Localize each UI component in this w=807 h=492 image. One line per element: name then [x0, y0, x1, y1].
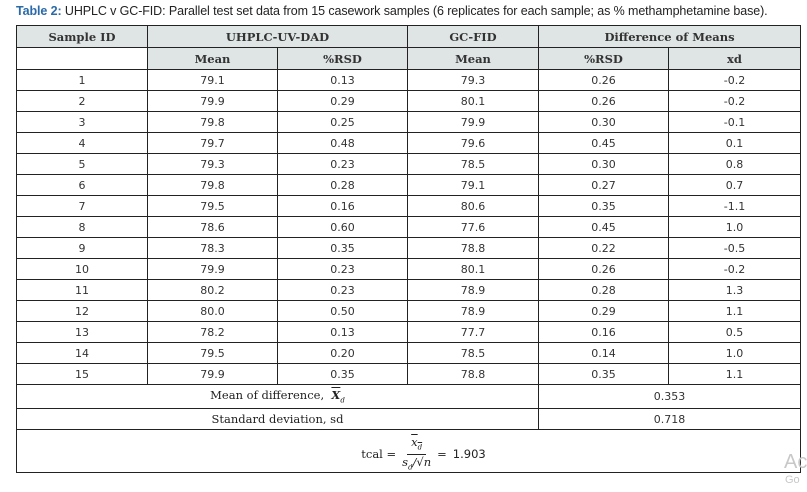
- cell-xd: -0.2: [669, 70, 801, 91]
- cell-sample-id: 14: [17, 343, 148, 364]
- mean-difference-value: 0.353: [539, 385, 801, 409]
- cell-xd: 0.8: [669, 154, 801, 175]
- cell-uhplc-mean: 80.2: [148, 280, 278, 301]
- cell-uhplc-rsd: 0.48: [278, 133, 408, 154]
- cell-gcfid-mean: 78.5: [408, 154, 539, 175]
- summary-row-mean-difference: [17, 385, 801, 409]
- formula-denominator: [402, 455, 431, 471]
- cell-gcfid-mean: 78.9: [408, 301, 539, 322]
- cell-uhplc-mean: 79.1: [148, 70, 278, 91]
- cell-sample-id: 8: [17, 217, 148, 238]
- cell-sample-id: 6: [17, 175, 148, 196]
- table-row: [17, 196, 801, 217]
- cell-sample-id: 3: [17, 112, 148, 133]
- numerator-subscript: d: [417, 443, 423, 452]
- cell-diff-rsd: 0.35: [539, 196, 669, 217]
- cell-xd: 1.1: [669, 301, 801, 322]
- table-row: [17, 175, 801, 196]
- header-sample-id: Sample ID: [17, 26, 148, 48]
- table-row: [17, 301, 801, 322]
- cell-gcfid-mean: 80.1: [408, 91, 539, 112]
- cell-diff-rsd: 0.16: [539, 322, 669, 343]
- table-caption: [16, 4, 768, 18]
- denominator-symbol: s: [402, 454, 409, 469]
- cell-sample-id: 9: [17, 238, 148, 259]
- cell-gcfid-mean: 78.8: [408, 238, 539, 259]
- cell-xd: -0.5: [669, 238, 801, 259]
- cell-gcfid-mean: 77.7: [408, 322, 539, 343]
- cell-sample-id: 1: [17, 70, 148, 91]
- activation-watermark-subtext: Go: [785, 474, 800, 486]
- cell-uhplc-rsd: 0.20: [278, 343, 408, 364]
- subheader-diff-xd: xd: [669, 48, 801, 70]
- mean-difference-label: Mean of difference,: [210, 388, 325, 403]
- cell-sample-id: 5: [17, 154, 148, 175]
- cell-sample-id: 4: [17, 133, 148, 154]
- mean-difference-subscript: d: [340, 396, 345, 405]
- cell-sample-id: 11: [17, 280, 148, 301]
- cell-uhplc-rsd: 0.25: [278, 112, 408, 133]
- data-table: [16, 25, 801, 473]
- cell-sample-id: 7: [17, 196, 148, 217]
- formula-fraction: [402, 437, 431, 471]
- cell-xd: 0.7: [669, 175, 801, 196]
- subheader-gcfid-mean: Mean: [408, 48, 539, 70]
- table-row: [17, 259, 801, 280]
- cell-xd: -0.2: [669, 259, 801, 280]
- cell-uhplc-mean: 79.5: [148, 343, 278, 364]
- caption-text: UHPLC v GC-FID: Parallel test set data from 15 casework samples (6 replicates for each sample; as % methamphetamine base).: [61, 4, 768, 18]
- cell-uhplc-rsd: 0.13: [278, 322, 408, 343]
- cell-xd: 0.1: [669, 133, 801, 154]
- cell-uhplc-rsd: 0.35: [278, 364, 408, 385]
- formula-equals: =: [437, 447, 447, 461]
- subheader-uhplc-rsd: %RSD: [278, 48, 408, 70]
- table-row: [17, 70, 801, 91]
- header-gcfid: GC-FID: [408, 26, 539, 48]
- table-row: [17, 217, 801, 238]
- cell-uhplc-mean: 78.6: [148, 217, 278, 238]
- cell-uhplc-rsd: 0.23: [278, 280, 408, 301]
- cell-gcfid-mean: 79.9: [408, 112, 539, 133]
- cell-diff-rsd: 0.35: [539, 364, 669, 385]
- mean-difference-symbol: $\overline{X}$: [331, 388, 341, 403]
- cell-gcfid-mean: 77.6: [408, 217, 539, 238]
- cell-gcfid-mean: 79.6: [408, 133, 539, 154]
- cell-xd: -1.1: [669, 196, 801, 217]
- cell-diff-rsd: 0.30: [539, 112, 669, 133]
- cell-uhplc-mean: 79.9: [148, 364, 278, 385]
- cell-uhplc-mean: 78.3: [148, 238, 278, 259]
- cell-sample-id: 13: [17, 322, 148, 343]
- cell-uhplc-rsd: 0.28: [278, 175, 408, 196]
- subheader-diff-rsd: %RSD: [539, 48, 669, 70]
- mean-difference-label-cell: [17, 385, 539, 409]
- cell-diff-rsd: 0.45: [539, 133, 669, 154]
- cell-diff-rsd: 0.26: [539, 259, 669, 280]
- cell-gcfid-mean: 80.6: [408, 196, 539, 217]
- cell-diff-rsd: 0.26: [539, 70, 669, 91]
- cell-uhplc-rsd: 0.23: [278, 154, 408, 175]
- cell-gcfid-mean: 78.9: [408, 280, 539, 301]
- subheader-blank: [17, 48, 148, 70]
- activation-watermark: Ac: [784, 451, 807, 473]
- cell-xd: -0.2: [669, 91, 801, 112]
- cell-sample-id: 15: [17, 364, 148, 385]
- standard-deviation-label: Standard deviation, sd: [17, 409, 539, 430]
- tcal-result: 1.903: [452, 447, 486, 461]
- cell-xd: 1.3: [669, 280, 801, 301]
- table-row: [17, 280, 801, 301]
- cell-xd: 1.0: [669, 217, 801, 238]
- table-row: [17, 91, 801, 112]
- formula-numerator: [407, 437, 426, 454]
- formula-row: [17, 430, 801, 473]
- cell-xd: 1.1: [669, 364, 801, 385]
- cell-diff-rsd: 0.45: [539, 217, 669, 238]
- cell-gcfid-mean: 80.1: [408, 259, 539, 280]
- cell-diff-rsd: 0.30: [539, 154, 669, 175]
- cell-gcfid-mean: 78.8: [408, 364, 539, 385]
- cell-uhplc-mean: 79.9: [148, 259, 278, 280]
- tcal-formula-cell: [17, 430, 801, 473]
- table-row: [17, 364, 801, 385]
- cell-gcfid-mean: 79.3: [408, 70, 539, 91]
- cell-diff-rsd: 0.14: [539, 343, 669, 364]
- table-row: [17, 154, 801, 175]
- cell-uhplc-mean: 78.2: [148, 322, 278, 343]
- header-uhplc: UHPLC-UV-DAD: [148, 26, 408, 48]
- cell-sample-id: 10: [17, 259, 148, 280]
- cell-xd: 0.5: [669, 322, 801, 343]
- table-row: [17, 133, 801, 154]
- cell-uhplc-rsd: 0.50: [278, 301, 408, 322]
- cell-diff-rsd: 0.22: [539, 238, 669, 259]
- cell-uhplc-mean: 79.8: [148, 175, 278, 196]
- numerator-symbol: $\overline{x}$: [411, 435, 418, 450]
- cell-uhplc-rsd: 0.16: [278, 196, 408, 217]
- cell-diff-rsd: 0.28: [539, 280, 669, 301]
- cell-uhplc-mean: 80.0: [148, 301, 278, 322]
- cell-uhplc-rsd: 0.13: [278, 70, 408, 91]
- denominator-subscript: d: [408, 462, 413, 471]
- cell-gcfid-mean: 79.1: [408, 175, 539, 196]
- subheader-uhplc-mean: Mean: [148, 48, 278, 70]
- cell-diff-rsd: 0.26: [539, 91, 669, 112]
- header-row-groups: [17, 26, 801, 48]
- cell-uhplc-rsd: 0.35: [278, 238, 408, 259]
- cell-uhplc-mean: 79.3: [148, 154, 278, 175]
- table-row: [17, 322, 801, 343]
- header-difference: Difference of Means: [539, 26, 801, 48]
- standard-deviation-value: 0.718: [539, 409, 801, 430]
- cell-xd: 1.0: [669, 343, 801, 364]
- tcal-formula: [361, 437, 485, 471]
- cell-xd: -0.1: [669, 112, 801, 133]
- cell-diff-rsd: 0.27: [539, 175, 669, 196]
- table-row: [17, 343, 801, 364]
- cell-uhplc-mean: 79.7: [148, 133, 278, 154]
- cell-uhplc-rsd: 0.29: [278, 91, 408, 112]
- cell-uhplc-rsd: 0.60: [278, 217, 408, 238]
- cell-uhplc-mean: 79.5: [148, 196, 278, 217]
- header-row-sub: [17, 48, 801, 70]
- cell-gcfid-mean: 78.5: [408, 343, 539, 364]
- cell-sample-id: 2: [17, 91, 148, 112]
- formula-lhs: tcal =: [361, 447, 397, 461]
- denominator-root: /√n: [412, 454, 432, 469]
- summary-row-standard-deviation: [17, 409, 801, 430]
- cell-uhplc-rsd: 0.23: [278, 259, 408, 280]
- caption-label: Table 2:: [16, 4, 62, 18]
- cell-diff-rsd: 0.29: [539, 301, 669, 322]
- table-row: [17, 112, 801, 133]
- table-row: [17, 238, 801, 259]
- cell-uhplc-mean: 79.8: [148, 112, 278, 133]
- cell-uhplc-mean: 79.9: [148, 91, 278, 112]
- cell-sample-id: 12: [17, 301, 148, 322]
